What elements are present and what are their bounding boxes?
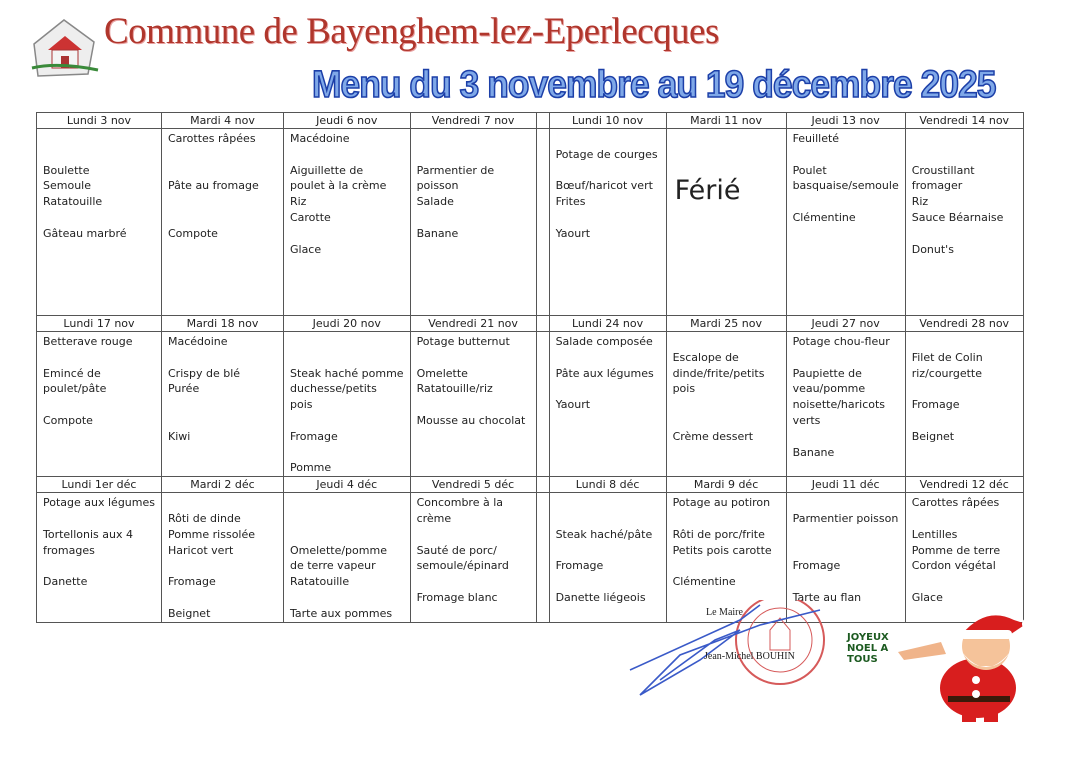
menu-item: Omelette — [416, 366, 468, 380]
column-gap — [536, 129, 549, 316]
menu-item — [556, 574, 660, 590]
menu-title: Menu du 3 novembre au 19 décembre 2025 — [312, 64, 996, 106]
menu-item: Pomme — [289, 461, 332, 475]
menu-item: Mousse au chocolat — [416, 413, 526, 427]
menu-item: Carottes râpées — [167, 132, 256, 145]
day-label: Jeudi 13 nov — [786, 113, 905, 129]
menu-item — [168, 413, 277, 429]
menu-item — [290, 527, 404, 543]
menu-item: Beignet — [911, 429, 955, 443]
santa-claus-icon — [896, 610, 1041, 725]
menu-item — [43, 131, 155, 147]
menu-item: Fromage blanc — [416, 590, 498, 604]
menu-item: veau/pomme — [792, 382, 866, 396]
day-label: Mardi 2 déc — [161, 477, 283, 493]
menu-item: Potage de courges — [555, 147, 658, 161]
column-gap — [536, 493, 549, 622]
menu-item — [168, 495, 277, 511]
menu-item — [912, 226, 1017, 242]
menu-item: Haricot vert — [167, 543, 234, 557]
menu-item: Salade — [416, 195, 454, 209]
menu-item — [168, 163, 277, 179]
menu-item: Potage chou-fleur — [792, 335, 890, 348]
menu-item: Betterave rouge — [43, 335, 133, 348]
menu-item: Macédoine — [167, 335, 228, 348]
menu-item: Lentilles — [911, 527, 958, 541]
menu-item: Danette liégeois — [555, 590, 646, 604]
day-menu-cell — [161, 493, 283, 622]
menu-item: Concombre à la — [416, 496, 503, 510]
menu-item — [168, 350, 277, 366]
menu-item: dinde/frite/petits — [672, 366, 765, 380]
menu-item — [417, 131, 530, 147]
menu-item: crème — [416, 511, 452, 525]
menu-item — [43, 210, 155, 226]
menu-item: Filet de Colin — [911, 350, 983, 364]
menu-item: Aiguillette de — [289, 163, 364, 177]
menu-item: Glace — [911, 590, 943, 604]
menu-item — [912, 131, 1017, 147]
day-label: Lundi 17 nov — [37, 316, 162, 332]
menu-item: poulet à la crème — [289, 179, 387, 193]
menu-item: Cordon végétal — [911, 559, 996, 573]
menu-item: Parmentier de — [416, 163, 495, 177]
menu-item: fromages — [43, 543, 95, 557]
menu-item — [43, 350, 155, 366]
day-label: Mardi 11 nov — [666, 113, 786, 129]
menu-item — [290, 350, 404, 366]
menu-item: Clémentine — [792, 210, 856, 224]
menu-item — [290, 147, 404, 163]
day-header-row — [37, 316, 1024, 332]
day-menu-cell — [905, 493, 1023, 622]
menu-item — [290, 511, 404, 527]
menu-item — [556, 381, 660, 397]
day-menu-cell — [283, 493, 410, 622]
menu-item: poisson — [416, 179, 459, 193]
menu-item: Pomme de terre — [911, 543, 1001, 557]
day-label: Jeudi 20 nov — [283, 316, 410, 332]
menu-item — [793, 543, 899, 559]
day-menu-cell — [786, 332, 905, 477]
menu-item: Tarte au flan — [792, 590, 862, 604]
menu-item — [673, 397, 780, 413]
menu-item: basquaise/semoule — [792, 179, 899, 193]
menu-item: Banane — [416, 226, 459, 240]
menu-item: Banane — [792, 445, 835, 459]
day-label: Vendredi 21 nov — [410, 316, 536, 332]
day-menu-cell — [905, 129, 1023, 316]
menu-item: Steak haché pomme — [289, 366, 404, 380]
day-label: Jeudi 6 nov — [283, 113, 410, 129]
menu-item — [417, 350, 530, 366]
menu-item: Fromage — [911, 398, 960, 412]
menu-item — [793, 495, 899, 511]
day-menu-cell — [905, 332, 1023, 477]
menu-item: Donut's — [911, 242, 954, 256]
day-menu-cell — [410, 332, 536, 477]
menu-item: Potage aux légumes — [43, 496, 155, 510]
day-label: Lundi 10 nov — [549, 113, 666, 129]
menu-item — [912, 413, 1017, 429]
menu-item: Feuilleté — [792, 132, 840, 145]
day-label: Jeudi 27 nov — [786, 316, 905, 332]
menu-item: Fromage — [167, 575, 216, 589]
menu-item: Yaourt — [555, 226, 591, 240]
menu-row — [37, 332, 1024, 477]
day-label: Vendredi 12 déc — [905, 477, 1023, 493]
menu-item: fromager — [911, 179, 963, 193]
column-gap — [536, 332, 549, 477]
menu-item: Tarte aux pommes — [289, 606, 393, 620]
menu-item: Potage butternut — [416, 335, 510, 348]
menu-item: poulet/pâte — [43, 382, 107, 396]
menu-item: Steak haché/pâte — [555, 527, 653, 541]
day-label: Lundi 8 déc — [549, 477, 666, 493]
menu-item: Semoule — [43, 179, 91, 193]
menu-item — [673, 413, 780, 429]
menu-item — [556, 543, 660, 559]
menu-item: Parmentier poisson — [792, 511, 899, 525]
menu-item: Carottes râpées — [911, 496, 1000, 510]
menu-item — [417, 147, 530, 163]
menu-item: Ratatouille — [43, 195, 103, 209]
column-gap — [536, 477, 549, 493]
menu-item — [168, 397, 277, 413]
menu-item: Escalope de — [672, 350, 739, 364]
day-menu-cell — [161, 332, 283, 477]
menu-item: Petits pois carotte — [672, 543, 772, 557]
day-label: Lundi 1er déc — [37, 477, 162, 493]
menu-item: Sauté de porc/ — [416, 543, 497, 557]
day-menu-cell — [410, 129, 536, 316]
day-label: Vendredi 28 nov — [905, 316, 1023, 332]
menu-item: Rôti de dinde — [167, 511, 241, 525]
menu-item: Paupiette de — [792, 366, 862, 380]
menu-item: Compote — [167, 226, 218, 240]
menu-item: Pâte au fromage — [167, 179, 259, 193]
menu-item — [417, 397, 530, 413]
menu-item — [43, 147, 155, 163]
day-menu-cell — [37, 332, 162, 477]
day-menu-cell — [549, 129, 666, 316]
menu-item: Frites — [555, 195, 586, 209]
menu-item: verts — [792, 413, 821, 427]
menu-item — [290, 413, 404, 429]
holiday-label: Férié — [666, 129, 786, 316]
menu-item: Salade composée — [555, 335, 653, 348]
menu-item: Sauce Béarnaise — [911, 210, 1004, 224]
mayor-title: Le Maire — [706, 607, 743, 618]
menu-item — [793, 527, 899, 543]
menu-item: Fromage — [792, 559, 841, 573]
menu-item: Danette — [43, 575, 88, 589]
day-menu-cell — [37, 493, 162, 622]
menu-item — [912, 334, 1017, 350]
menu-item: Boulette — [43, 163, 90, 177]
menu-item: pois — [672, 382, 696, 396]
day-menu-cell — [283, 129, 410, 316]
day-label: Mardi 18 nov — [161, 316, 283, 332]
day-label: Mardi 25 nov — [666, 316, 786, 332]
menu-item: Omelette/pomme — [289, 543, 387, 557]
menu-item — [793, 350, 899, 366]
commune-logo-icon — [28, 14, 102, 80]
menu-item: noisette/haricots — [792, 398, 886, 412]
day-label: Vendredi 5 déc — [410, 477, 536, 493]
menu-item: Beignet — [167, 606, 211, 620]
column-gap — [536, 113, 549, 129]
menu-item — [556, 131, 660, 147]
menu-item: Pâte aux légumes — [555, 366, 654, 380]
day-menu-cell — [549, 332, 666, 477]
day-label: Mardi 4 nov — [161, 113, 283, 129]
menu-item — [793, 574, 899, 590]
menu-item — [793, 429, 899, 445]
menu-row — [37, 493, 1024, 622]
menu-item: Fromage — [555, 559, 604, 573]
menu-item — [417, 527, 530, 543]
menu-item: Glace — [289, 242, 322, 256]
day-label: Lundi 3 nov — [37, 113, 162, 129]
menu-item — [912, 381, 1017, 397]
day-menu-cell — [410, 493, 536, 622]
day-header-row — [37, 113, 1024, 129]
menu-item: Macédoine — [289, 132, 350, 145]
menu-item — [290, 226, 404, 242]
menu-item: Purée — [167, 382, 200, 396]
menu-item — [417, 210, 530, 226]
menu-item: riz/courgette — [911, 366, 982, 380]
menu-item: Pomme rissolée — [167, 527, 256, 541]
menu-table — [36, 112, 1024, 623]
commune-title: Commune de Bayenghem-lez-Eperlecques — [104, 11, 719, 52]
christmas-greeting: JOYEUX NOEL A TOUS — [847, 632, 889, 665]
day-label: Jeudi 4 déc — [283, 477, 410, 493]
menu-item: Poulet — [792, 163, 827, 177]
menu-item — [290, 334, 404, 350]
menu-item — [168, 210, 277, 226]
menu-item: Crème dessert — [672, 429, 754, 443]
menu-item — [556, 495, 660, 511]
day-label: Lundi 24 nov — [549, 316, 666, 332]
menu-item: Tortellonis aux 4 — [43, 527, 133, 541]
menu-item: Yaourt — [555, 398, 591, 412]
menu-item: Ratatouille/riz — [416, 382, 493, 396]
menu-item — [556, 511, 660, 527]
menu-item — [168, 590, 277, 606]
menu-item: Emincé de — [43, 366, 101, 380]
menu-item — [673, 334, 780, 350]
menu-item: duchesse/petits — [289, 382, 377, 396]
menu-item — [556, 350, 660, 366]
menu-row — [37, 129, 1024, 316]
menu-item — [912, 511, 1017, 527]
menu-item: Compote — [43, 413, 93, 427]
menu-item: Carotte — [289, 210, 331, 224]
menu-item — [556, 163, 660, 179]
day-menu-cell — [161, 129, 283, 316]
menu-item: Crispy de blé — [167, 366, 241, 380]
menu-item — [290, 495, 404, 511]
menu-item — [417, 574, 530, 590]
menu-item: Ratatouille — [289, 575, 350, 589]
menu-item — [556, 210, 660, 226]
menu-item: de terre vapeur — [289, 559, 376, 573]
menu-item: Croustillant — [911, 163, 975, 177]
day-label: Vendredi 7 nov — [410, 113, 536, 129]
day-menu-cell — [283, 332, 410, 477]
menu-item: Rôti de porc/frite — [672, 527, 765, 541]
menu-item: Gâteau marbré — [43, 226, 127, 240]
day-header-row — [37, 477, 1024, 493]
menu-item: Fromage — [289, 429, 338, 443]
menu-item: Kiwi — [167, 429, 191, 443]
menu-item — [793, 147, 899, 163]
day-label: Mardi 9 déc — [666, 477, 786, 493]
menu-item — [43, 397, 155, 413]
menu-item — [43, 558, 155, 574]
menu-item: Clémentine — [672, 575, 736, 589]
menu-item — [673, 511, 780, 527]
day-menu-cell — [666, 332, 786, 477]
menu-item: Potage au potiron — [672, 496, 771, 510]
menu-item — [912, 574, 1017, 590]
mayor-name: Jean-Michel BOUHIN — [704, 651, 795, 662]
menu-item — [290, 590, 404, 606]
menu-item: Bœuf/haricot vert — [555, 179, 653, 193]
menu-item: semoule/épinard — [416, 559, 509, 573]
day-menu-cell — [37, 129, 162, 316]
day-label: Jeudi 11 déc — [786, 477, 905, 493]
menu-item — [793, 194, 899, 210]
menu-item: Riz — [289, 195, 307, 209]
menu-item: Riz — [911, 195, 929, 209]
day-label: Vendredi 14 nov — [905, 113, 1023, 129]
menu-item — [168, 558, 277, 574]
menu-item — [168, 147, 277, 163]
menu-item — [168, 194, 277, 210]
menu-item — [673, 558, 780, 574]
menu-item — [912, 147, 1017, 163]
menu-item — [43, 511, 155, 527]
menu-item — [290, 445, 404, 461]
day-menu-cell — [786, 129, 905, 316]
column-gap — [536, 316, 549, 332]
menu-item: pois — [289, 398, 313, 412]
